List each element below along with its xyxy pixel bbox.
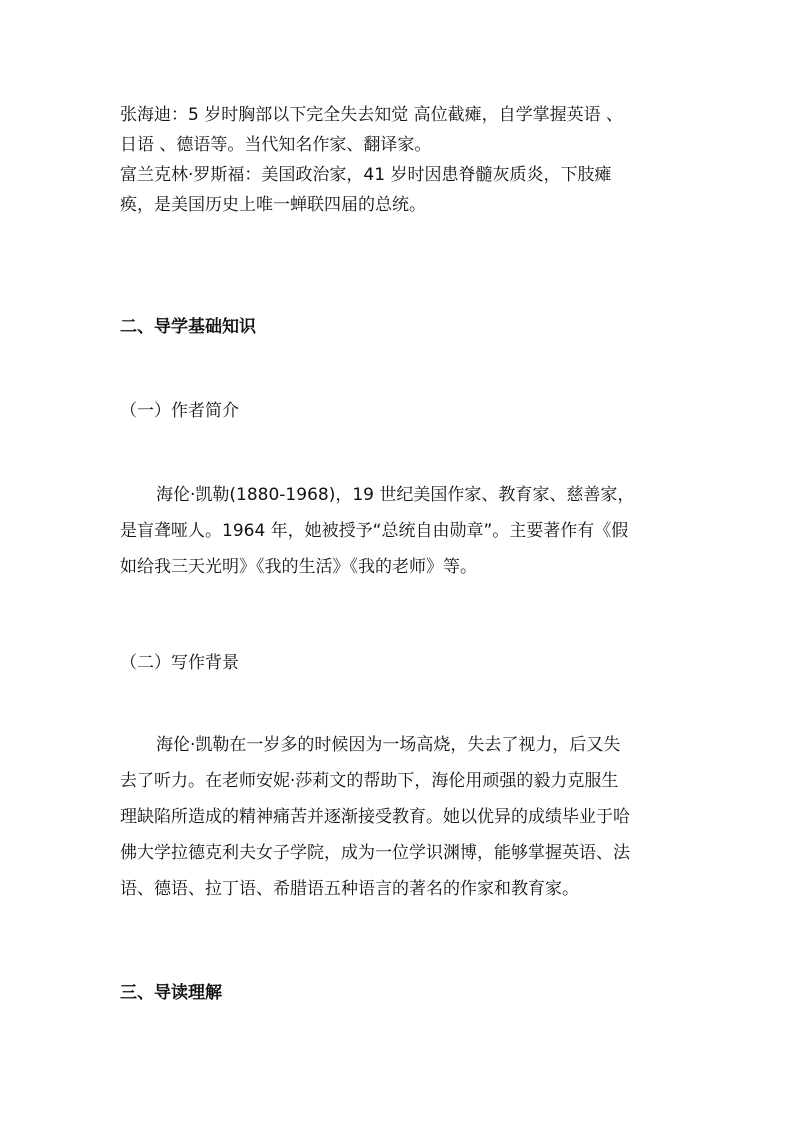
background-line: 语、德语、拉丁语、希腊语五种语言的著名的作家和教育家。 xyxy=(120,879,579,899)
intro-line: 日语 、德语等。当代知名作家、翻译家。 xyxy=(120,135,432,155)
author-line: 是盲聋哑人。1964 年，她被授予“总统自由勋章”。主要著作有《假 xyxy=(120,521,629,541)
background-line: 海伦·凯勒在一岁多的时候因为一场高烧，失去了视力，后又失 xyxy=(156,735,621,755)
section-heading-3: 三、导读理解 xyxy=(120,983,222,1003)
background-line: 佛大学拉德克利夫女子学院，成为一位学识渊博，能够掌握英语、法 xyxy=(120,843,630,863)
intro-line: 痪，是美国历史上唯一蝉联四届的总统。 xyxy=(120,195,426,215)
section-heading-2: 二、导学基础知识 xyxy=(120,317,256,337)
background-line: 去了听力。在老师安妮·莎莉文的帮助下，海伦用顽强的毅力克服生 xyxy=(120,771,619,791)
author-line: 如给我三天光明》《我的生活》《我的老师》等。 xyxy=(120,557,477,577)
author-paragraph xyxy=(120,480,680,582)
intro-line: 张海迪：5 岁时胸部以下完全失去知觉 高位截瘫，自学掌握英语 、 xyxy=(120,105,624,125)
author-line: 海伦·凯勒(1880-1968)，19 世纪美国作家、教育家、慈善家， xyxy=(156,485,635,505)
subsection-heading-background: （二）写作背景 xyxy=(120,653,239,673)
background-paragraph xyxy=(120,730,680,904)
intro-line: 富兰克林·罗斯福：美国政治家，41 岁时因患脊髓灰质炎，下肢瘫 xyxy=(120,165,612,185)
background-line: 理缺陷所造成的精神痛苦并逐渐接受教育。她以优异的成绩毕业于哈 xyxy=(120,807,630,827)
subsection-heading-author: （一）作者简介 xyxy=(120,401,239,421)
intro-paragraph xyxy=(120,100,680,220)
